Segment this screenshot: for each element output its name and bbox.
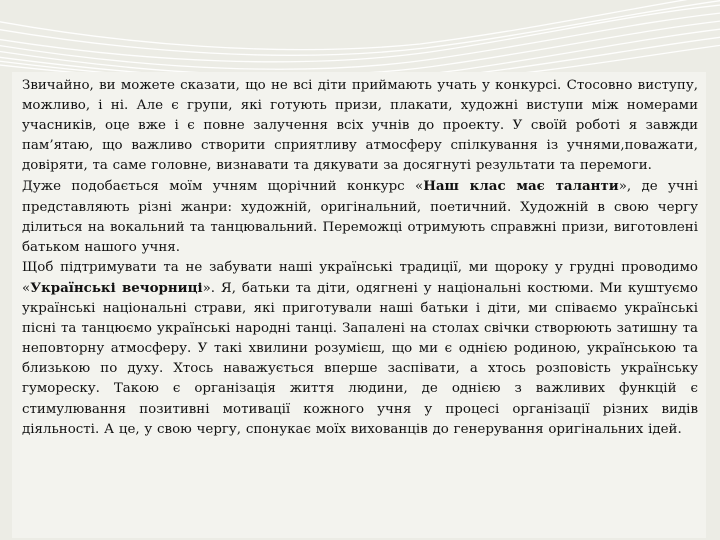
text-body xyxy=(12,72,706,538)
paragraph-text: Дуже подобається моїм учням щорічний конкурс « xyxy=(22,179,424,195)
paragraph xyxy=(22,258,698,440)
paragraph xyxy=(22,76,698,176)
paragraph-text: Щоб підтримувати та не забувати наші українські традиції, ми щороку у грудні проводимо « xyxy=(22,259,698,296)
bold-event-title: Українські вечорниці xyxy=(30,279,203,296)
paragraph-text: », де учні представляють різні жанри: художній, оригінальний, поетичний. Художній в свою чергу ділиться на вокальний та танцювальний. Переможці отримують справжні призи, виготовлені батьком нашого учня. xyxy=(22,179,698,255)
paragraph xyxy=(22,176,698,257)
bold-event-title: Наш клас має таланти xyxy=(423,178,619,195)
paragraph-text: Звичайно, ви можете сказати, що не всі діти приймають учать у конкурсі. Стосовно виступу, можливо, і ні. Але є групи, які готують призи, плакати, художні виступи між номерами учасників, оце вже і є повне залучення всіх учнів до проекту. У своїй роботі я завжди пам’ятаю, що важливо створити сприятливу атмосферу спілкування із учнями,поважати, довіряти, та саме головне, визнавати та дякувати за досягнуті результати та перемоги. xyxy=(22,78,698,174)
paragraph-text: ». Я, батьки та діти, одягнені у національні костюми. Ми куштуємо українські національні страви, які приготували наші батьки і діти, ми співаємо українські пісні та танцюємо українські народні танці. Запалені на столах свічки створюють затишну та неповторну атмосферу. У такі хвилини розумієш, що ми є однією родиною, українською та близькою по духу. Хтось наважується вперше заспівати, а хтось розповість українську гумореску. Такою є організація життя людини, де однією з важливих функцій є стимулювання позитивні мотивації кожного учня у процесі організації різних видів діяльності. А це, у свою чергу, спонукає моїх вихованців до генерування оригінальних ідей. xyxy=(22,280,698,437)
